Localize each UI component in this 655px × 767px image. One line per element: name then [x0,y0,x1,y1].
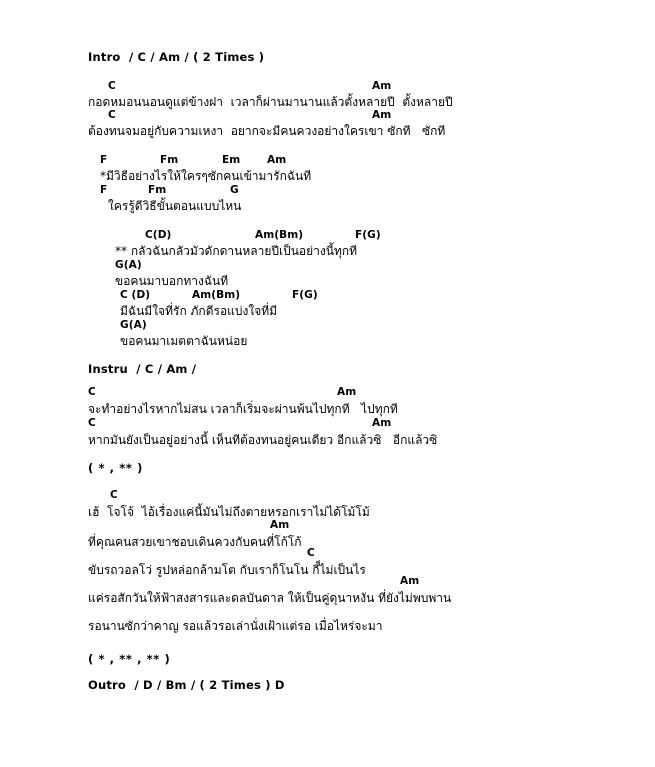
lyric-c2_lyric_3: มีฉันมีใจที่รัก ภักดีรอแบ่งใจที่มี [120,304,278,318]
marker-repeat_2: ( * , ** , ** ) [88,652,171,666]
lyric-v3_lyric_4: แค่รอสักวันให้ฟ้าสงสารและดลบันดาล ให้เป็นคู่ดุนาหงัน ที่ยังไม่พบพาน [88,591,452,605]
chord-c1_chord_1: F [100,154,108,166]
marker-repeat_1: ( * , ** ) [88,461,143,475]
chord-v1_chord_1: C [108,80,116,92]
lyric-v2_lyric_2: หากมันยังเป็นอยู่อย่างนี้ เห็นทีต้องทนอยู่คนเดียว อีกแล้วซิ อีกแล้วซิ [88,433,438,447]
lyric-v1_lyric_2: ต้องทนจมอยู่กับความเหงา อยากจะมีคนควงอย่างใครเขา ซักที ซักที [88,124,446,138]
lyric-v3_lyric_3: ขับรถวอลโว่ รูปหล่อกล้ามโต กับเราก็โนโน กี็ไม่เป็นไร [88,563,366,577]
section-instru: Instru / C / Am / [88,362,197,376]
chord-c1_chord_3: Em [222,154,241,166]
chord-c1_chord_7: G [230,184,239,196]
lyric-c1_lyric_1: *มีวิธีอย่างไรให้ใครๆซักคนเข้ามารักฉันที [100,169,312,183]
chord-c2_chord_7: F(G) [292,289,318,301]
chord-v2_chord_4: Am [372,417,392,429]
chord-c2_chord_5: C (D) [120,289,151,301]
lyric-v3_lyric_2: ที่คุณคนสวยเขาชอบเดินควงกับคนที่โก้โก้ [88,535,302,549]
chord-c2_chord_3: F(G) [355,229,381,241]
lyric-c2_lyric_2: ขอคนมาบอกทางฉันที [115,274,229,288]
chord-c2_chord_4: G(A) [115,259,142,271]
chord-v3_chord_2: Am [270,519,290,531]
lyric-v2_lyric_1: จะทำอย่างไรหากไม่สน เวลาก็เริ่มจะผ่านพ้นไปทุกที ไปทุกที [88,402,398,416]
chord-v3_chord_3: C [307,547,315,559]
lyric-v3_lyric_1: เฮ้ โจโจ้ ไอ้เรื่องแค่นี้มันไม่ถึงตายหรอกเราไม่ได้โม้โม้ [88,505,370,519]
chord-v1_chord_3: C [108,109,116,121]
chord-v2_chord_1: C [88,386,96,398]
chord-v3_chord_1: C [110,489,118,501]
chord-v2_chord_2: Am [337,386,357,398]
chord-c1_chord_6: Fm [148,184,167,196]
lyric-v3_lyric_5: รอนานซักว่าคาญ รอแล้วรอเล่านั่งเฝ้าแต่รอ เมื่อไหร่จะมา [88,619,383,633]
chord-v3_chord_4: Am [400,575,420,587]
chord-c2_chord_2: Am(Bm) [255,229,304,241]
lyric-v1_lyric_1: กอดหมอนนอนดูแต่ข้างฝา เวลาก็ผ่านมานานแล้วตั้งหลายปี ตั้งหลายปี [88,95,453,109]
section-outro: Outro / D / Bm / ( 2 Times ) D [88,678,285,692]
chord-c2_chord_6: Am(Bm) [192,289,241,301]
chord-c2_chord_8: G(A) [120,319,147,331]
chord-c2_chord_1: C(D) [145,229,172,241]
chord-v1_chord_2: Am [372,80,392,92]
lyric-c2_lyric_4: ขอคนมาเมตตาฉันหน่อย [120,334,248,348]
chord-c1_chord_2: Fm [160,154,179,166]
chord-v2_chord_3: C [88,417,96,429]
chord-c1_chord_5: F [100,184,108,196]
lyric-c1_lyric_2: ใครรู้ดีวิธีขั้นตอนแบบไหน [108,199,242,213]
chord-v1_chord_4: Am [372,109,392,121]
chord-c1_chord_4: Am [267,154,287,166]
lyric-c2_lyric_1: ** กลัวฉันกลัวมัวดักดานหลายปีเป็นอย่างนี้ทุกที [115,244,358,258]
section-intro: Intro / C / Am / ( 2 Times ) [88,50,265,64]
